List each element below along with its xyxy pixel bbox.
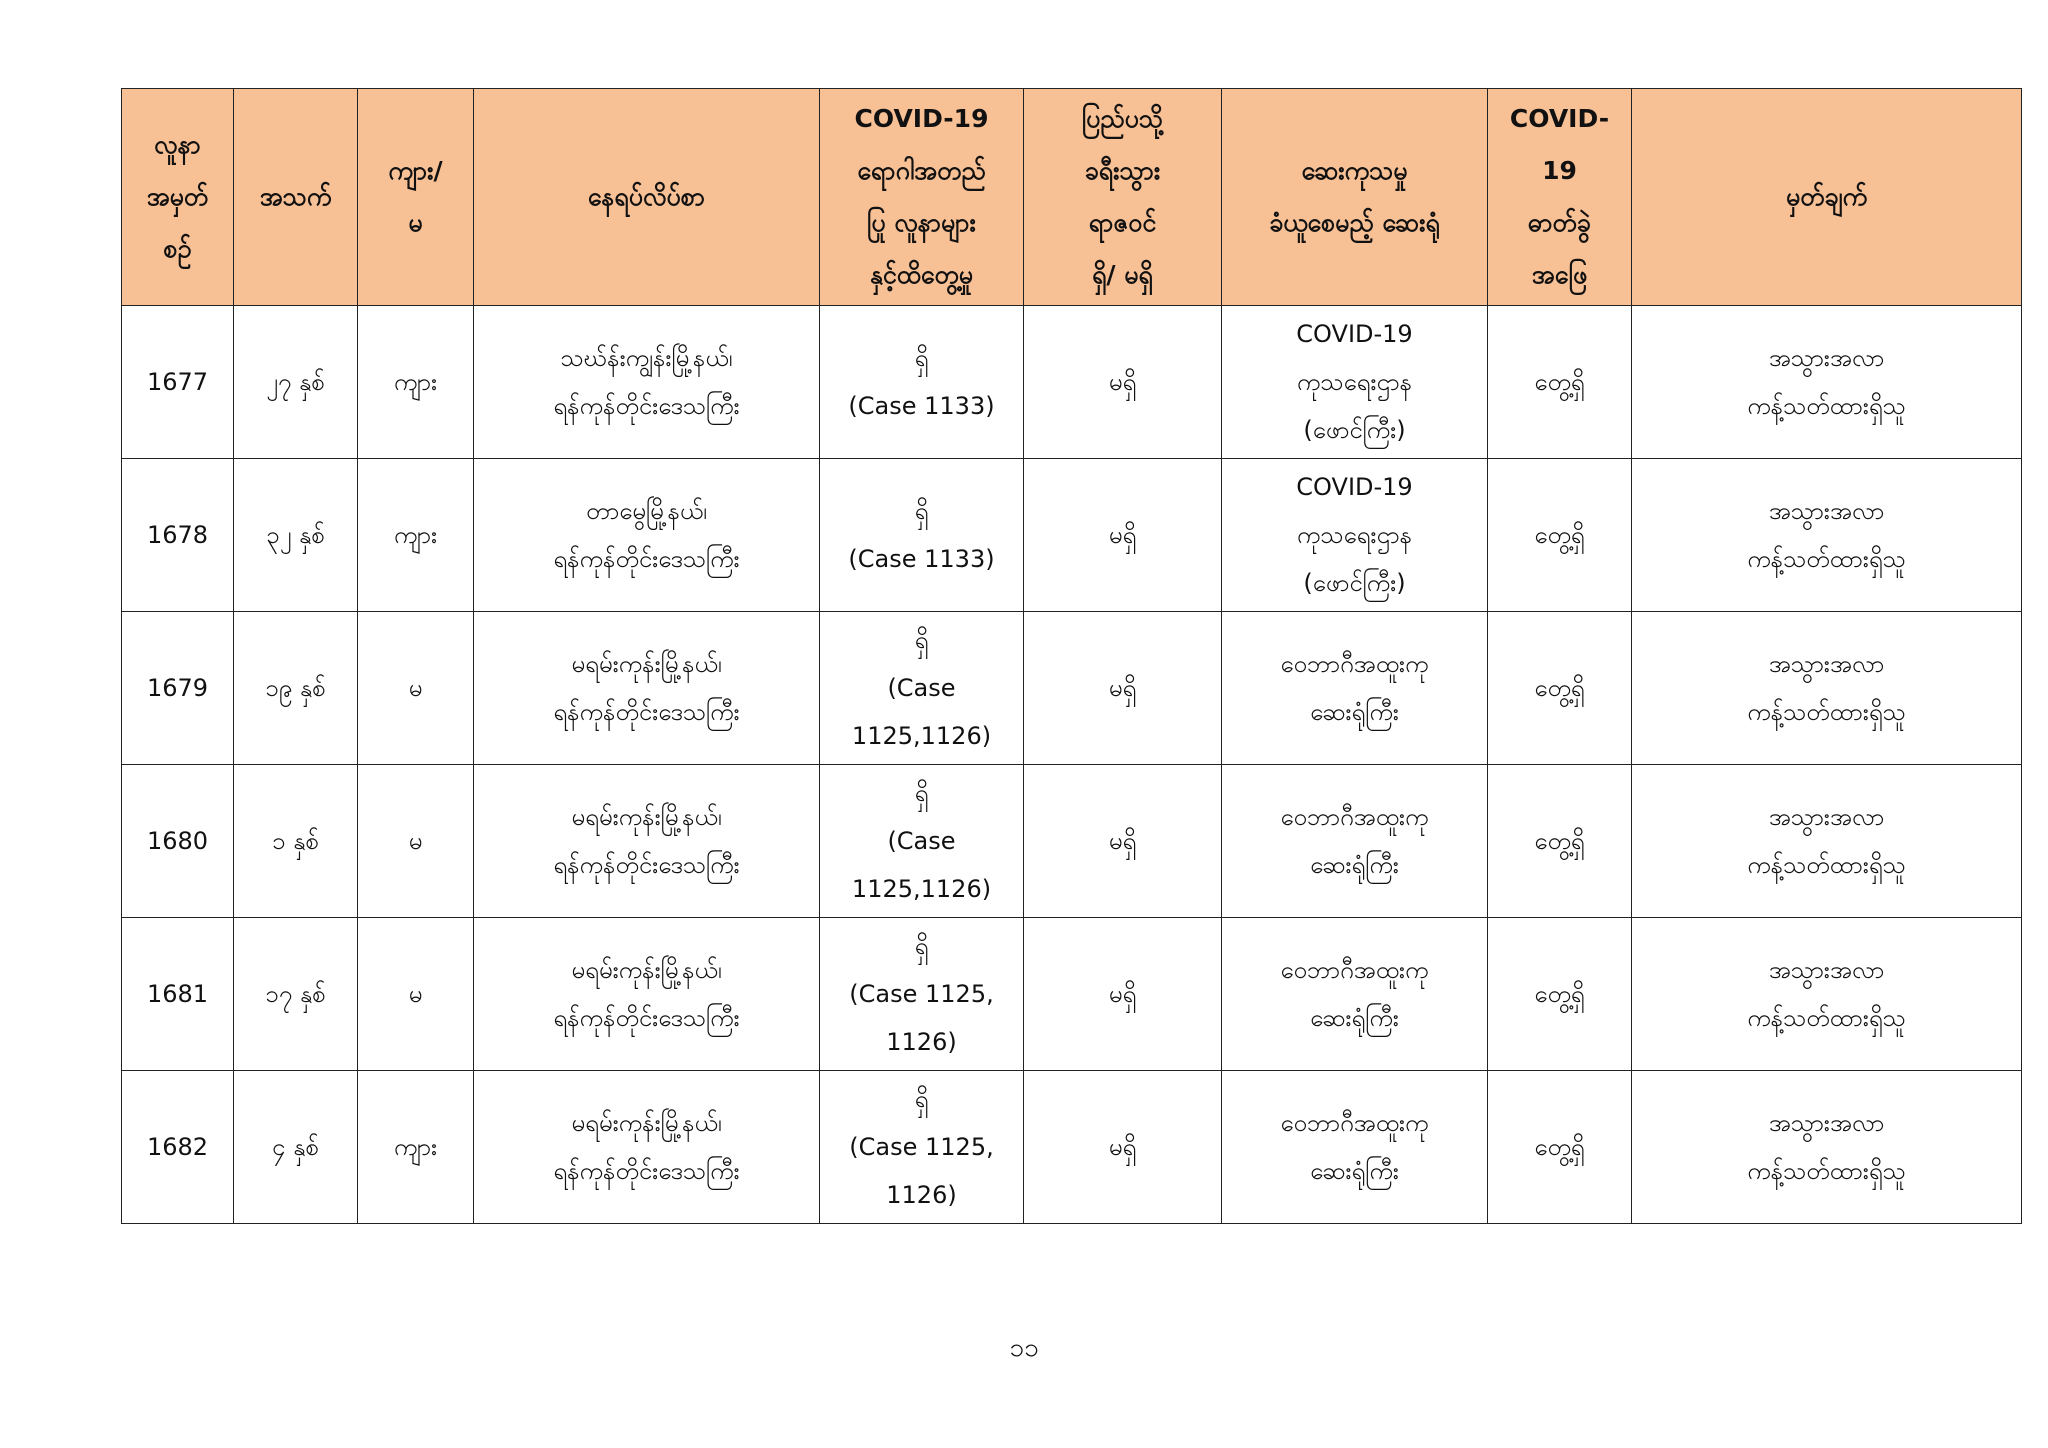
patient-table: [121, 88, 2022, 1224]
cell-address: [474, 765, 820, 918]
cell-address: [474, 1071, 820, 1224]
cell-age: ၁ နှစ်: [234, 765, 358, 918]
cell-lab-result: တွေ့ရှိ: [1488, 918, 1632, 1071]
cell-hospital-line: ဆေးရုံကြီး: [1310, 698, 1399, 726]
cell-travel-history: မရှိ: [1024, 765, 1222, 918]
cell-contact-line: (Case: [887, 674, 956, 702]
cell-contact-line: (Case 1133): [848, 392, 995, 420]
header-hospital: [1222, 89, 1488, 306]
cell-address-line: ရန်ကုန်တိုင်းဒေသကြီး: [553, 1157, 740, 1185]
header-line: နေရပ်လိပ်စာ: [587, 182, 706, 211]
table-row: [122, 1071, 2022, 1224]
cell-age: ၄ နှစ်: [234, 1071, 358, 1224]
header-line: ခရီးသွား: [1084, 156, 1161, 185]
cell-remark-line: အသွားအလာ: [1768, 650, 1885, 678]
cell-contact: [820, 1071, 1024, 1224]
cell-contact-line: ရှိ: [914, 1085, 929, 1113]
cell-age: ၁၇ နှစ်: [234, 918, 358, 1071]
cell-remark-line: ကန့်သတ်ထားရှိသူ: [1747, 851, 1906, 879]
table-row: [122, 306, 2022, 459]
cell-contact-line: 1126): [886, 1181, 957, 1209]
cell-contact-line: ရှိ: [914, 932, 929, 960]
header-travel-history: [1024, 89, 1222, 306]
cell-hospital-line: ဝေဘာဂီအထူးကု: [1280, 1109, 1429, 1137]
header-line: ခံယူစေမည့် ဆေးရုံ: [1269, 208, 1440, 237]
header-patient-number: [122, 89, 234, 306]
cell-contact-line: (Case 1133): [848, 545, 995, 573]
cell-patient-number: 1682: [122, 1071, 234, 1224]
cell-sex: ကျား: [358, 459, 474, 612]
header-line: ပြည်ပသို့: [1081, 104, 1164, 133]
header-lab-result: [1488, 89, 1632, 306]
cell-hospital-line: ဝေဘာဂီအထူးကု: [1280, 803, 1429, 831]
cell-remark-line: အသွားအလာ: [1768, 1109, 1885, 1137]
cell-contact-line: ရှိ: [914, 344, 929, 372]
header-sex: [358, 89, 474, 306]
cell-remark: [1632, 459, 2022, 612]
cell-address-line: သဃ်န်းကျွန်းမြို့နယ်၊: [560, 344, 733, 372]
cell-remark: [1632, 306, 2022, 459]
cell-remark-line: အသွားအလာ: [1768, 803, 1885, 831]
cell-address-line: မရမ်းကုန်းမြို့နယ်၊: [571, 803, 722, 831]
header-line: ကျား/: [388, 156, 443, 185]
cell-address: [474, 306, 820, 459]
cell-address-line: တာမွေမြို့နယ်၊: [586, 497, 707, 525]
cell-hospital-line: ကုသရေးဌာန: [1296, 521, 1413, 549]
header-line: ဓာတ်ခွဲ: [1528, 208, 1591, 237]
header-age: [234, 89, 358, 306]
cell-contact: [820, 459, 1024, 612]
cell-patient-number: 1679: [122, 612, 234, 765]
header-line: မ: [408, 208, 423, 237]
cell-travel-history: မရှိ: [1024, 306, 1222, 459]
cell-sex: မ: [358, 765, 474, 918]
cell-address-line: မရမ်းကုန်းမြို့နယ်၊: [571, 650, 722, 678]
cell-remark: [1632, 765, 2022, 918]
header-line: အသက်: [259, 182, 332, 211]
header-address: [474, 89, 820, 306]
cell-contact-line: 1125,1126): [851, 722, 992, 750]
cell-contact-line: 1126): [886, 1028, 957, 1056]
cell-contact-line: 1125,1126): [851, 875, 992, 903]
table-row: [122, 459, 2022, 612]
cell-hospital-line: ဆေးရုံကြီး: [1310, 1157, 1399, 1185]
cell-remark-line: ကန့်သတ်ထားရှိသူ: [1747, 1157, 1906, 1185]
cell-address-line: ရန်ကုန်တိုင်းဒေသကြီး: [553, 545, 740, 573]
cell-contact: [820, 765, 1024, 918]
cell-patient-number: 1678: [122, 459, 234, 612]
cell-hospital-line: COVID-19: [1296, 320, 1413, 348]
header-line: မှတ်ချက်: [1785, 182, 1868, 211]
header-line: ပြု လူနာများ: [867, 208, 976, 237]
header-line: COVID-: [1509, 104, 1610, 133]
cell-contact: [820, 306, 1024, 459]
cell-hospital: [1222, 918, 1488, 1071]
cell-remark-line: ကန့်သတ်ထားရှိသူ: [1747, 1004, 1906, 1032]
cell-lab-result: တွေ့ရှိ: [1488, 1071, 1632, 1224]
cell-address-line: ရန်ကုန်တိုင်းဒေသကြီး: [553, 1004, 740, 1032]
table-row: [122, 612, 2022, 765]
header-line: ဆေးကုသမှု: [1301, 156, 1408, 185]
cell-hospital-line: (ဖောင်ကြီး): [1303, 416, 1406, 444]
cell-contact-line: (Case 1125,: [849, 1133, 994, 1161]
cell-sex: မ: [358, 918, 474, 1071]
cell-hospital: [1222, 1071, 1488, 1224]
table-row: [122, 918, 2022, 1071]
cell-address: [474, 459, 820, 612]
cell-hospital-line: ဆေးရုံကြီး: [1310, 851, 1399, 879]
cell-hospital-line: ကုသရေးဌာန: [1296, 368, 1413, 396]
cell-hospital-line: (ဖောင်ကြီး): [1303, 569, 1406, 597]
cell-travel-history: မရှိ: [1024, 612, 1222, 765]
cell-patient-number: 1681: [122, 918, 234, 1071]
cell-hospital: [1222, 612, 1488, 765]
cell-address: [474, 918, 820, 1071]
cell-age: ၁၉ နှစ်: [234, 612, 358, 765]
cell-hospital-line: ဆေးရုံကြီး: [1310, 1004, 1399, 1032]
cell-patient-number: 1680: [122, 765, 234, 918]
cell-age: ၃၂ နှစ်: [234, 459, 358, 612]
cell-lab-result: တွေ့ရှိ: [1488, 612, 1632, 765]
cell-hospital-line: ဝေဘာဂီအထူးကု: [1280, 956, 1429, 984]
cell-address-line: ရန်ကုန်တိုင်းဒေသကြီး: [553, 392, 740, 420]
cell-remark-line: ကန့်သတ်ထားရှိသူ: [1747, 698, 1906, 726]
header-line: COVID-19: [854, 104, 989, 133]
cell-hospital: [1222, 765, 1488, 918]
cell-address-line: မရမ်းကုန်းမြို့နယ်၊: [571, 1109, 722, 1137]
cell-contact: [820, 918, 1024, 1071]
cell-remark: [1632, 1071, 2022, 1224]
cell-lab-result: တွေ့ရှိ: [1488, 306, 1632, 459]
header-line: ရောဂါအတည်: [857, 156, 986, 185]
cell-remark-line: အသွားအလာ: [1768, 497, 1885, 525]
cell-lab-result: တွေ့ရှိ: [1488, 459, 1632, 612]
header-line: 19: [1542, 156, 1577, 185]
cell-remark-line: အသွားအလာ: [1768, 344, 1885, 372]
cell-remark-line: ကန့်သတ်ထားရှိသူ: [1747, 545, 1906, 573]
cell-sex: ကျား: [358, 306, 474, 459]
cell-contact-line: ရှိ: [914, 497, 929, 525]
cell-remark-line: အသွားအလာ: [1768, 956, 1885, 984]
header-line: ရာဇဝင်: [1088, 208, 1157, 237]
cell-lab-result: တွေ့ရှိ: [1488, 765, 1632, 918]
cell-remark-line: ကန့်သတ်ထားရှိသူ: [1747, 392, 1906, 420]
cell-sex: မ: [358, 612, 474, 765]
cell-remark: [1632, 918, 2022, 1071]
cell-hospital-line: COVID-19: [1296, 473, 1413, 501]
cell-hospital: [1222, 306, 1488, 459]
cell-address-line: ရန်ကုန်တိုင်းဒေသကြီး: [553, 851, 740, 879]
header-line: စဉ်: [163, 234, 192, 263]
header-remark: [1632, 89, 2022, 306]
header-contact: [820, 89, 1024, 306]
header-line: အမှတ်: [146, 182, 209, 211]
header-line: နှင့်ထိတွေ့မှု: [869, 260, 974, 289]
cell-address-line: မရမ်းကုန်းမြို့နယ်၊: [571, 956, 722, 984]
header-line: ရှိ/ မရှိ: [1092, 260, 1153, 289]
cell-age: ၂၇ နှစ်: [234, 306, 358, 459]
cell-address-line: ရန်ကုန်တိုင်းဒေသကြီး: [553, 698, 740, 726]
cell-contact-line: ရှိ: [914, 626, 929, 654]
cell-hospital-line: ဝေဘာဂီအထူးကု: [1280, 650, 1429, 678]
cell-travel-history: မရှိ: [1024, 918, 1222, 1071]
cell-patient-number: 1677: [122, 306, 234, 459]
cell-contact: [820, 612, 1024, 765]
table-row: [122, 765, 2022, 918]
header-line: လူနာ: [154, 130, 201, 159]
cell-contact-line: (Case: [887, 827, 956, 855]
cell-remark: [1632, 612, 2022, 765]
cell-contact-line: (Case 1125,: [849, 980, 994, 1008]
cell-address: [474, 612, 820, 765]
cell-travel-history: မရှိ: [1024, 459, 1222, 612]
page-number: ၁၁: [1009, 1333, 1039, 1363]
cell-hospital: [1222, 459, 1488, 612]
cell-contact-line: ရှိ: [914, 779, 929, 807]
table-header-row: [122, 89, 2022, 306]
header-line: အဖြေ: [1531, 260, 1588, 289]
cell-travel-history: မရှိ: [1024, 1071, 1222, 1224]
cell-sex: ကျား: [358, 1071, 474, 1224]
